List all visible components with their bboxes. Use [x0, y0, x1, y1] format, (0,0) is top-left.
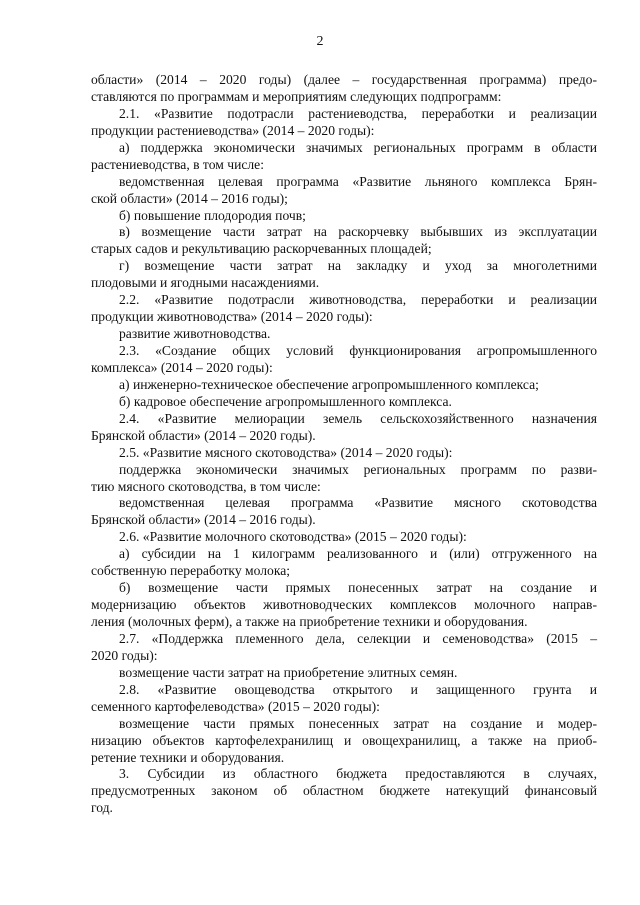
- document-body: [91, 72, 597, 817]
- text-line: б) кадровое обеспечение агропромышленного комплекса.: [119, 393, 452, 409]
- text-line: ской области» (2014 – 2016 годы);: [91, 190, 288, 206]
- page-number: 2: [316, 34, 324, 49]
- text-line: ведомственная целевая программа «Развитие мясного скотоводства: [119, 495, 597, 511]
- text-line: ставляются по программам и мероприятиям следующих подпрограмм:: [91, 88, 502, 104]
- text-line: б) повышение плодородия почв;: [119, 207, 306, 223]
- text-line: области» (2014 – 2020 годы) (далее – государственная программа) предо-: [91, 72, 597, 87]
- text-line: 2.1. «Развитие подотрасли растениеводства, переработки и реализации: [119, 105, 597, 121]
- text-line: год.: [91, 800, 113, 816]
- text-line: Брянской области» (2014 – 2016 годы).: [91, 512, 316, 528]
- text-line: поддержка экономически значимых региональных программ по разви-: [119, 461, 597, 477]
- text-line: 2.5. «Развитие мясного скотоводства» (2014 – 2020 годы):: [119, 444, 453, 460]
- text-line: 2.7. «Поддержка племенного дела, селекции и семеноводства» (2015 –: [119, 630, 597, 646]
- text-line: ления (молочных ферм), а также на приобретение техники и оборудования.: [91, 614, 528, 629]
- text-line: а) субсидии на 1 килограмм реализованного и (или) отгруженного на: [119, 546, 597, 562]
- text-line: старых садов и рекультивацию раскорчеванных площадей;: [91, 241, 432, 257]
- text-line: 3. Субсидии из областного бюджета предоставляются в случаях,: [119, 766, 597, 782]
- text-line: 2.8. «Развитие овощеводства открытого и защищенного грунта и: [119, 681, 597, 697]
- text-line: растениеводства, в том числе:: [91, 156, 264, 172]
- text-line: ретение техники и оборудования.: [91, 749, 285, 765]
- text-line: в) возмещение части затрат на раскорчевку выбывших из эксплуатации: [119, 224, 597, 240]
- text-line: развитие животноводства.: [119, 326, 271, 342]
- text-line: 2.3. «Создание общих условий функционирования агропромышленного: [119, 343, 597, 358]
- text-line: а) инженерно-техническое обеспечение агропромышленного комплекса;: [119, 376, 539, 392]
- text-line: 2020 годы):: [91, 647, 158, 663]
- text-line: предусмотренных законом об областном бюджете натекущий финансовый: [91, 783, 597, 799]
- text-line: а) поддержка экономически значимых региональных программ в области: [119, 139, 597, 155]
- text-line: модернизацию объектов животноводческих комплексов молочного направ-: [91, 597, 597, 613]
- text-line: комплекса» (2014 – 2020 годы):: [91, 359, 273, 375]
- text-line: 2.6. «Развитие молочного скотоводства» (2015 – 2020 годы):: [119, 529, 467, 545]
- text-line: продукции растениеводства» (2014 – 2020 годы):: [91, 122, 375, 138]
- text-line: низацию объектов картофелехранилищ и овощехранилищ, а также на приоб-: [91, 732, 597, 748]
- text-line: б) возмещение части прямых понесенных затрат на создание и: [119, 580, 597, 596]
- text-line: тию мясного скотоводства, в том числе:: [91, 478, 321, 494]
- text-line: плодовыми и ягодными насаждениями.: [91, 275, 320, 291]
- text-line: продукции животноводства» (2014 – 2020 годы):: [91, 309, 373, 325]
- text-line: 2.4. «Развитие мелиорации земель сельскохозяйственного назначения: [119, 410, 597, 426]
- text-line: возмещение части затрат на приобретение элитных семян.: [119, 664, 458, 680]
- text-line: семенного картофелеводства» (2015 – 2020 годы):: [91, 698, 380, 714]
- text-line: 2.2. «Развитие подотрасли животноводства, переработки и реализации: [119, 292, 597, 308]
- text-line: собственную переработку молока;: [91, 563, 291, 579]
- text-line: г) возмещение части затрат на закладку и уход за многолетними: [119, 258, 597, 274]
- text-line: Брянской области» (2014 – 2020 годы).: [91, 427, 316, 443]
- text-line: ведомственная целевая программа «Развитие льняного комплекса Брян-: [119, 173, 597, 189]
- text-line: возмещение части прямых понесенных затрат на создание и модер-: [119, 715, 597, 731]
